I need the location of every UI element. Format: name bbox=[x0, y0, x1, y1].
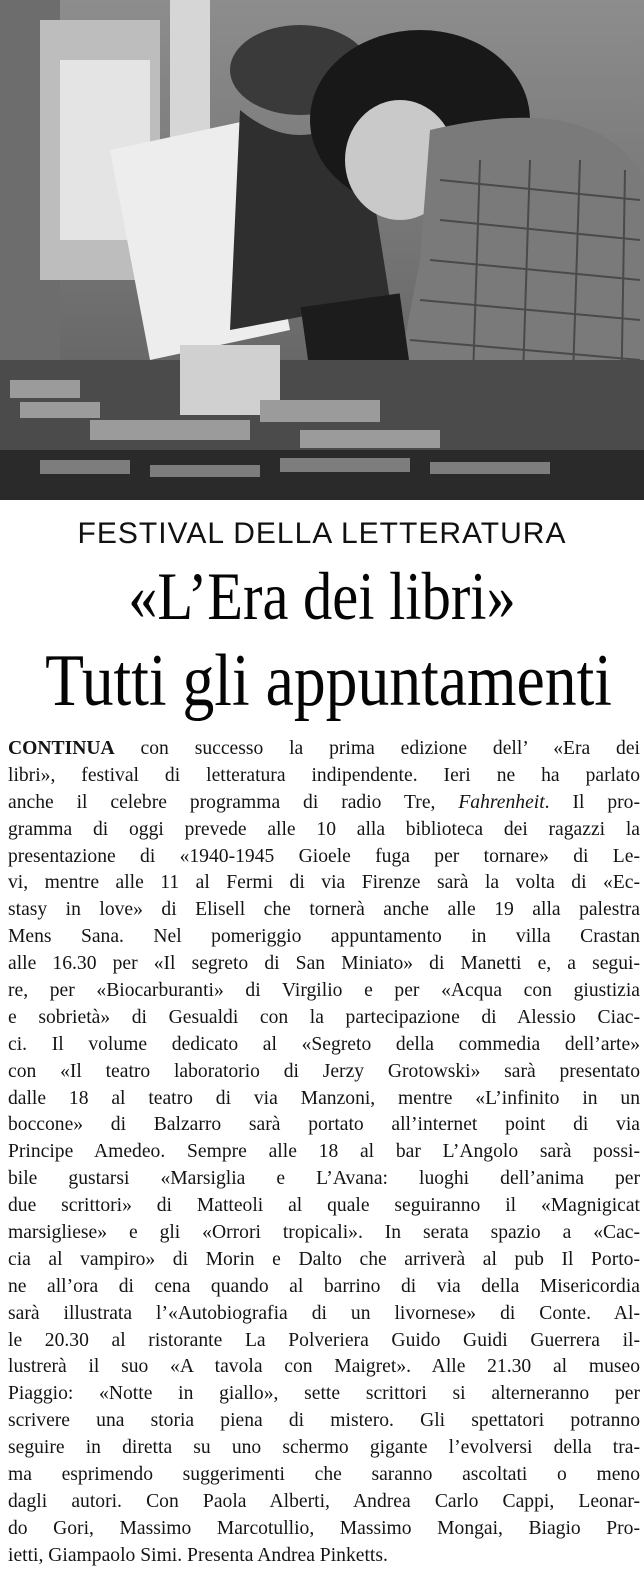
article-kicker: FESTIVAL DELLA LETTERATURA bbox=[77, 517, 567, 550]
article-line-3-pre: anche il celebre programma di radio Tre, bbox=[8, 791, 459, 813]
article-line-3 bbox=[8, 790, 640, 817]
article-line-12: ci. Il volume dedicato al «Segreto della commedia dell’arte» bbox=[8, 1033, 640, 1055]
headline-line-1: «L’Era dei libri» bbox=[128, 558, 516, 634]
article-line-14: dalle 18 al teatro di via Manzoni, mentre «L’infinito in un bbox=[8, 1087, 640, 1109]
book-stall-photo bbox=[0, 0, 644, 500]
article-line-24: lustrerà il suo «A tavola con Maigret». Alle 21.30 al museo bbox=[8, 1356, 640, 1378]
article-line-16: Principe Amedeo. Sempre alle 18 al bar L’Angolo sarà possi- bbox=[8, 1141, 640, 1163]
article-line-1 bbox=[8, 736, 640, 763]
article-line-9: alle 16.30 per «Il segreto di San Miniato» di Manetti e, a segui- bbox=[8, 953, 640, 975]
article-line-2: libri», festival di letteratura indipendente. Ieri ne ha parlato bbox=[8, 764, 640, 786]
article-line-23: le 20.30 al ristorante La Polveriera Guido Guidi Guerrera il- bbox=[8, 1329, 640, 1351]
article-line-22: sarà illustrata l’«Autobiografia di un livornese» di Conte. Al- bbox=[8, 1302, 640, 1324]
article-line-6: vi, mentre alle 11 al Fermi di via Firenze sarà la volta di «Ec- bbox=[8, 872, 640, 894]
article-line-27: seguire in diretta su uno schermo gigante l’evolversi della tra- bbox=[8, 1437, 640, 1459]
article-line-19: marsigliese» e gli «Orrori tropicali». In serata spazio a «Cac- bbox=[8, 1222, 640, 1244]
article-line-7: stasy in love» di Elisell che tornerà anche alle 19 alla palestra bbox=[8, 899, 640, 921]
news-photo bbox=[0, 0, 644, 500]
article-line-25: Piaggio: «Notte in giallo», sette scrittori si alterneranno per bbox=[8, 1383, 640, 1405]
headline-line-2: Tutti gli appuntamenti bbox=[45, 640, 612, 722]
article-line-20: cia al vampiro» di Morin e Dalto che arriverà al pub Il Porto- bbox=[8, 1248, 640, 1270]
article-line-15: boccone» di Balzarro sarà portato all’internet point di via bbox=[8, 1114, 640, 1136]
article-line-26: scrivere una storia piena di mistero. Gli spettatori potranno bbox=[8, 1410, 640, 1432]
article-line-4: gramma di oggi prevede alle 10 alla biblioteca dei ragazzi la bbox=[8, 818, 640, 840]
program-name: Fahrenheit bbox=[458, 791, 545, 813]
article-line-13: con «Il teatro laboratorio di Jerzy Grotowski» sarà presentato bbox=[8, 1060, 640, 1082]
article-line-31: ietti, Giampaolo Simi. Presenta Andrea Pinketts. bbox=[8, 1544, 388, 1566]
article-line-30: do Gori, Massimo Marcotullio, Massimo Mongai, Biagio Pro- bbox=[8, 1517, 640, 1539]
article-line-21: ne all’ora di cena quando al barrino di via della Misericordia bbox=[8, 1275, 640, 1297]
article-line-8: Mens Sana. Nel pomeriggio appuntamento in villa Crastan bbox=[8, 926, 640, 948]
article-line-17: bile gustarsi «Marsiglia e L’Avana: luoghi dell’anima per bbox=[8, 1168, 640, 1190]
article-line-11: e sobrietà» di Gesualdi con la partecipazione di Alessio Ciac- bbox=[8, 1006, 640, 1028]
article-line-10: re, per «Biocarburanti» di Virgilio e per «Acqua con giustizia bbox=[8, 980, 640, 1002]
lead-word: CONTINUA bbox=[8, 738, 115, 759]
article-line-1-text: con successo la prima edizione dell’ «Era dei bbox=[114, 738, 640, 759]
article-line-28: ma esprimendo suggerimenti che saranno ascoltati o meno bbox=[8, 1464, 640, 1486]
article-line-3-post: . Il pro- bbox=[544, 791, 640, 813]
article-line-18: due scrittori» di Matteoli al quale seguiranno il «Magnigicat bbox=[8, 1195, 640, 1217]
article-line-29: dagli autori. Con Paola Alberti, Andrea Carlo Cappi, Leonar- bbox=[8, 1490, 640, 1512]
article-line-5: presentazione di «1940-1945 Gioele fuga per tornare» di Le- bbox=[8, 845, 640, 867]
article-body bbox=[8, 736, 640, 1570]
